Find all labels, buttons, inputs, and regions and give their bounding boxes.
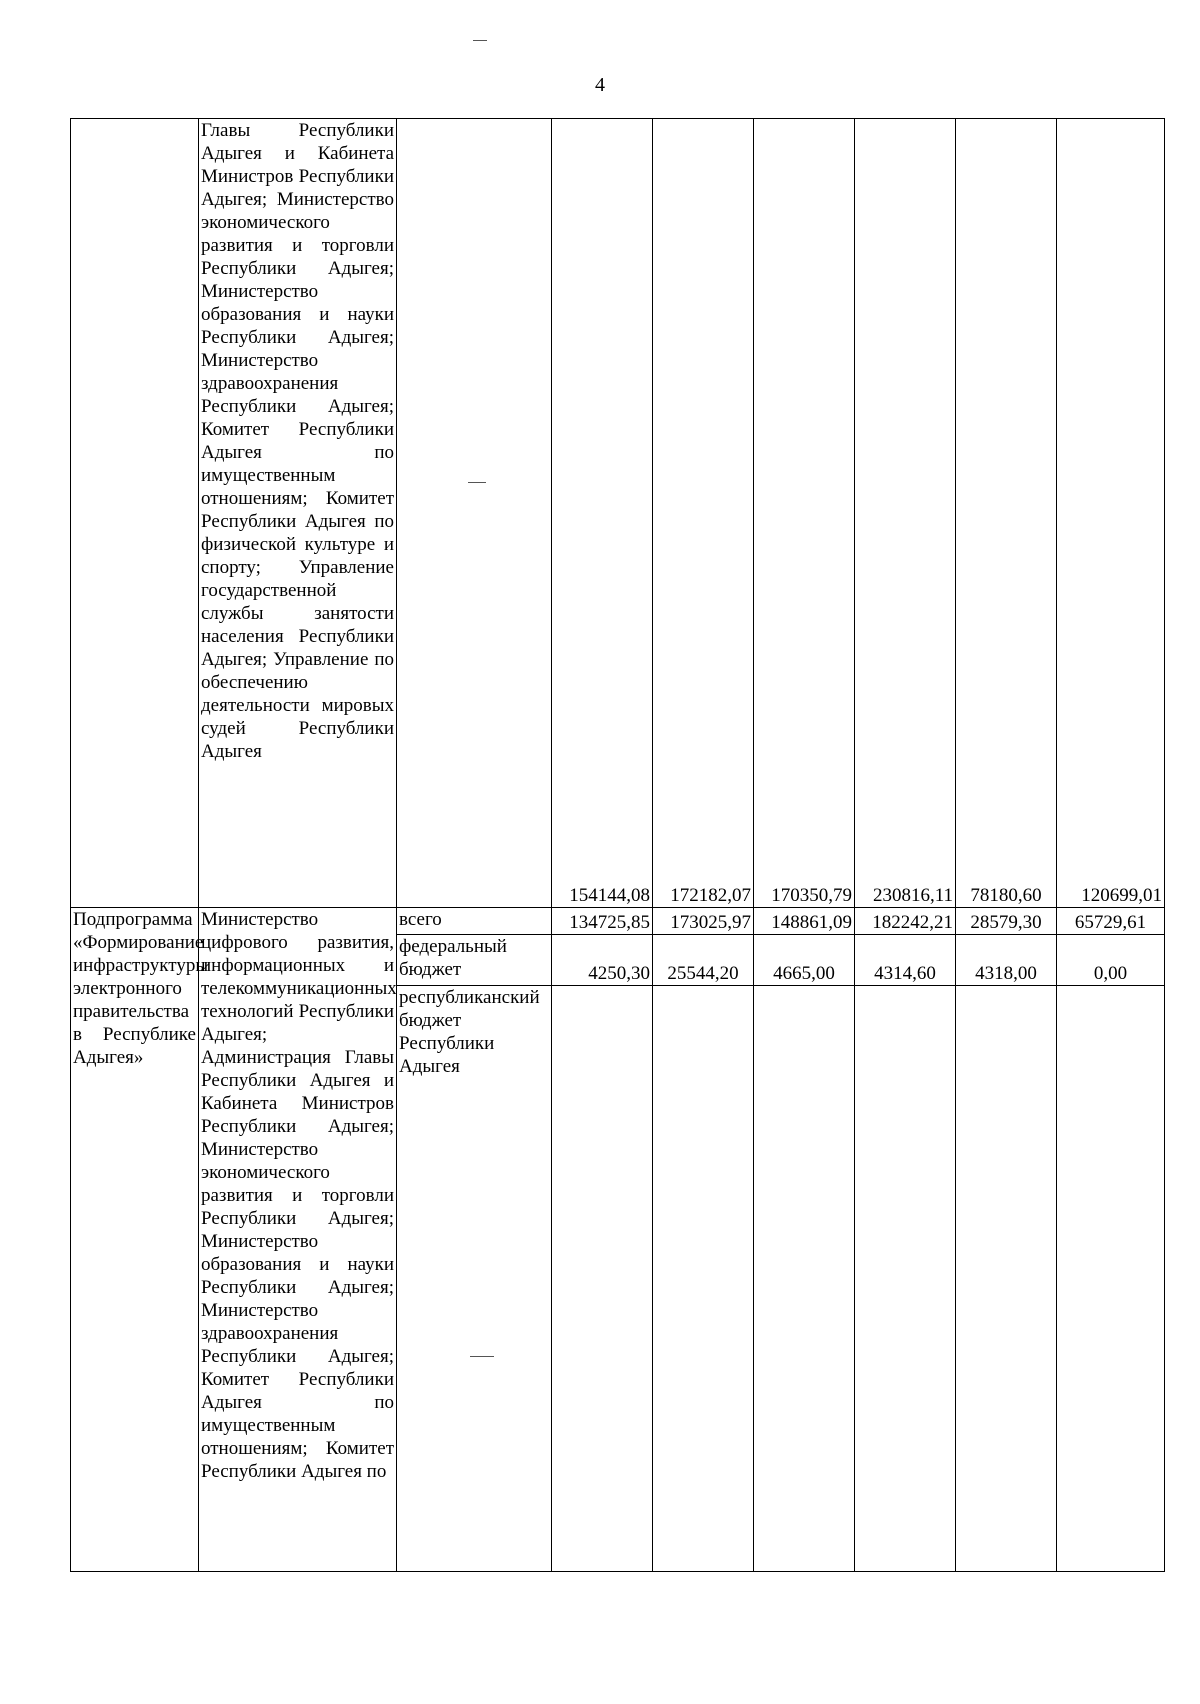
value-cell: 25544,20 [653, 935, 754, 986]
value-cell: 172182,07 [653, 119, 754, 908]
value-cell: 4314,60 [855, 935, 956, 986]
value-cell: 134725,85 [552, 908, 653, 935]
value-cell: 4318,00 [956, 935, 1057, 986]
responsible-cell: Главы Республики Адыгея и Кабинета Министров Республики Адыгея; Министерство экономического развития и торговли Республики Адыгея; Министерство образования и науки Республики Адыгея; Министерство здравоохранения Республики Адыгея; Комитет Республики Адыгея по имущественным отношениям; Комитет Республики Адыгея по физической культуре и спорту; Управление государственной службы занятости населения Республики Адыгея; Управление по обеспечению деятельности мировых судей Республики Адыгея [199, 119, 397, 908]
value-cell: 182242,21 [855, 908, 956, 935]
page-number: 4 [595, 74, 605, 96]
scan-artifact-dash [473, 40, 487, 41]
value-cell [1057, 986, 1165, 1572]
value-cell: 0,00 [1057, 935, 1165, 986]
responsible-cell: Министерство цифрового развития, информационных и телекоммуникационных технологий Республики Адыгея; Администрация Главы Республики Адыгея и Кабинета Министров Республики Адыгея; Министерство экономического развития и торговли Республики Адыгея; Министерство образования и науки Республики Адыгея; Министерство здравоохранения Республики Адыгея; Комитет Республики Адыгея по имущественным отношениям; Комитет Республики Адыгея по [199, 908, 397, 1572]
value-cell: 65729,61 [1057, 908, 1165, 935]
table-row [71, 119, 1165, 908]
subprogram-name-cell: Подпрограмма «Формирование инфраструктуры электронного правительства в Республике Адыгея» [71, 908, 199, 1572]
source-cell-empty [397, 119, 552, 908]
value-cell: 154144,08 [552, 119, 653, 908]
value-cell: 170350,79 [754, 119, 855, 908]
value-cell [653, 986, 754, 1572]
value-cell: 28579,30 [956, 908, 1057, 935]
value-cell [956, 986, 1057, 1572]
table-row [71, 908, 1165, 935]
value-cell [855, 986, 956, 1572]
budget-table [70, 118, 1165, 1572]
value-cell [552, 986, 653, 1572]
source-label-cell: федеральный бюджет [397, 935, 552, 986]
value-cell: 230816,11 [855, 119, 956, 908]
value-cell: 148861,09 [754, 908, 855, 935]
value-cell: 78180,60 [956, 119, 1057, 908]
value-cell: 4250,30 [552, 935, 653, 986]
value-cell [754, 986, 855, 1572]
value-cell: 120699,01 [1057, 119, 1165, 908]
subprogram-cell-empty [71, 119, 199, 908]
value-cell: 4665,00 [754, 935, 855, 986]
value-cell: 173025,97 [653, 908, 754, 935]
source-label-cell: всего [397, 908, 552, 935]
source-label-cell: республиканский бюджет Республики Адыгея [397, 986, 552, 1572]
